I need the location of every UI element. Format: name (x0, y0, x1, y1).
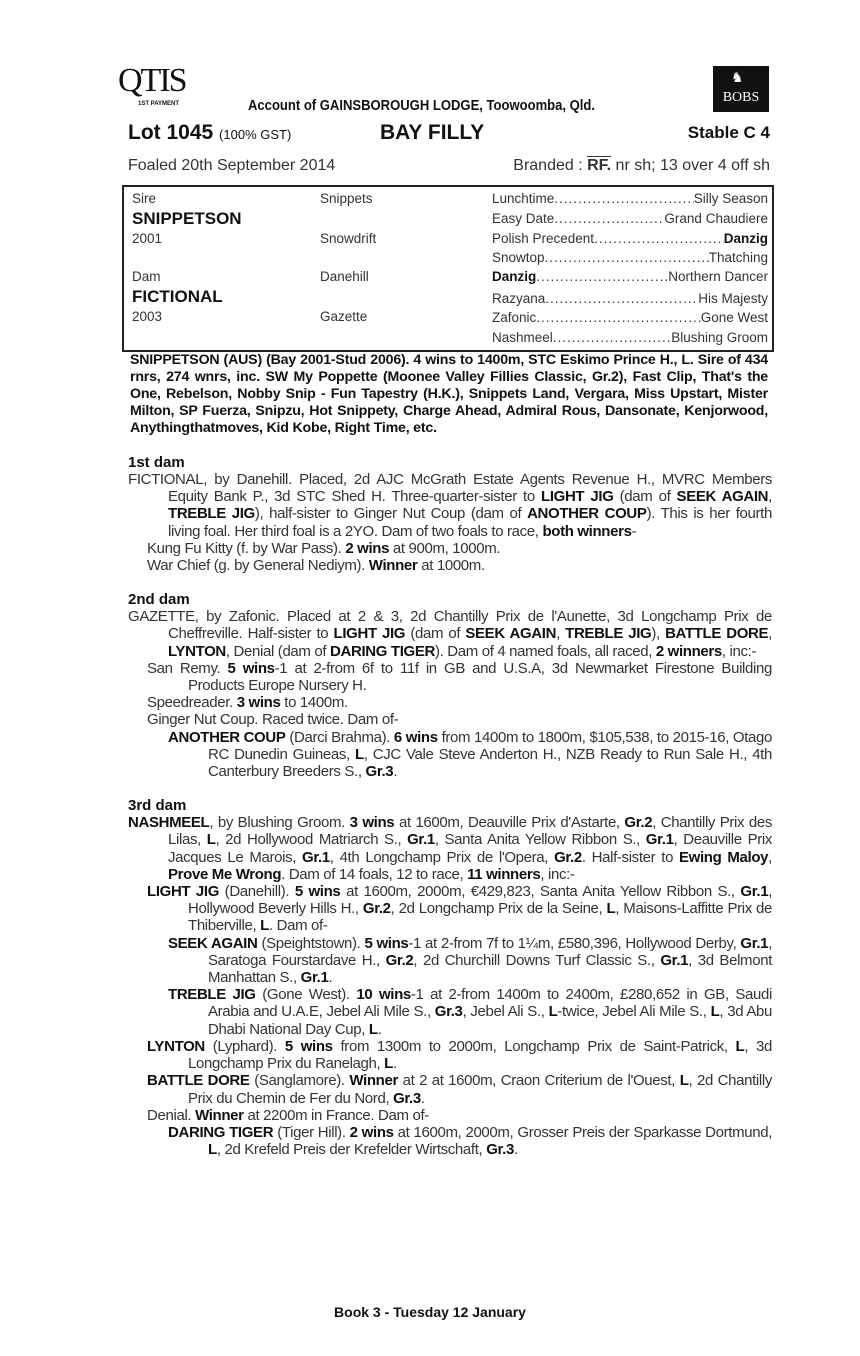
bold-text: DARING TIGER (168, 1123, 274, 1141)
text: - (631, 522, 637, 540)
text: at 1600m, 2000m, Grosser Preis der Sparkasse Dortmund, (393, 1123, 773, 1141)
granddam: Snowdrift (320, 231, 377, 246)
text: , Jebel Ali S., (462, 1003, 549, 1021)
sire-label: Sire (132, 191, 157, 206)
family-entry (128, 711, 772, 728)
text: ). Dam of 4 named foals, all raced, (435, 642, 656, 660)
text: ), half-sister to Ginger Nut Coup (dam of (254, 505, 528, 523)
family-entry (128, 729, 772, 781)
bold-text: LYNTON (168, 642, 226, 660)
bold-text: BATTLE DORE (147, 1072, 250, 1090)
bold-text: Winner (349, 1072, 398, 1090)
family-entry (128, 557, 772, 574)
text: at 900m, 1000m. (389, 539, 501, 557)
dam-label: Dam (132, 269, 161, 284)
text: (Lyphard). (204, 1037, 285, 1055)
bold-text: 3 wins (236, 694, 281, 712)
bold-text: LIGHT JIG (541, 488, 614, 506)
text: ). This is her fourth living foal. Her third foal is a 2YO. Dam of two foals to race, (168, 505, 772, 540)
family-entry (128, 1038, 772, 1072)
ancestor-row (492, 189, 768, 209)
family-entry (128, 608, 772, 660)
ancestor-row (492, 308, 768, 328)
bold-text: L (606, 900, 616, 918)
text: , 3d Abu Dhabi National Day Cup, (208, 1003, 772, 1038)
bold-text: Gr.2 (624, 814, 653, 832)
text: (Danehill). (219, 883, 295, 901)
bold-text: 10 wins (356, 986, 411, 1004)
sire-year: 2001 (132, 231, 163, 246)
ancestor-sire: Grand Chaudiere (664, 211, 768, 226)
bold-text: L (208, 1141, 217, 1159)
text: , 2d Churchill Downs Turf Classic S., (413, 951, 661, 969)
ancestor-name: Zafonic (492, 310, 537, 325)
ancestor-row (492, 209, 768, 229)
text: . Half-sister to (581, 848, 680, 866)
ancestor-sire: Silly Season (693, 191, 768, 206)
bold-text: Ewing Maloy (679, 848, 769, 866)
stable-location: Stable C 4 (687, 123, 770, 142)
text: . (393, 763, 398, 781)
bold-text: Prove Me Wrong (168, 865, 282, 883)
pedigree-table (122, 185, 774, 352)
bold-text: LYNTON (147, 1037, 205, 1055)
dot-leader (594, 229, 724, 249)
body-text (128, 352, 772, 1158)
dam-dam: Gazette (320, 309, 368, 324)
text: , Chantilly Prix des Lilas, (168, 814, 772, 849)
bold-text: ANOTHER COUP (527, 505, 647, 523)
text: at 1000m. (417, 557, 485, 575)
ancestor-sire: Blushing Groom (671, 330, 768, 345)
text: , inc:- (721, 642, 757, 660)
bold-text: L (260, 917, 269, 935)
bold-text: NASHMEEL (128, 814, 210, 832)
ancestor-name: Razyana (492, 291, 546, 306)
text: at 2 at 1600m, Craon Criterium de l'Ouest, (397, 1072, 680, 1090)
family-entry (128, 1072, 772, 1106)
text: , 2d Krefeld Preis der Krefelder Wirtschaft, (216, 1141, 487, 1159)
text: -1 at 2-from 6f to 11f in GB and U.S.A, 3d Newmarket Firestone Building Products Europe Nursery H. (188, 659, 773, 695)
bold-text: SEEK AGAIN (465, 625, 557, 643)
text: , inc:- (540, 865, 575, 883)
text: (Gone West). (255, 986, 357, 1004)
text: , by Blushing Groom. (209, 814, 350, 832)
ancestor-sire: Danzig (723, 231, 768, 246)
ancestor-sire: His Majesty (698, 291, 768, 306)
dot-leader (536, 267, 668, 287)
ancestor-row (492, 267, 768, 287)
bold-text: L (206, 831, 216, 849)
text: , 4th Longchamp Prix de l'Opera, (329, 848, 555, 866)
text: (dam of (613, 488, 677, 506)
bold-text: Winner (368, 557, 418, 575)
bold-text: 2 winners (655, 642, 722, 660)
ancestor-sire: Gone West (700, 310, 768, 325)
dam-section (128, 454, 772, 574)
text: War Chief (g. by General Nediym). (147, 557, 369, 575)
text: (Darci Brahma). (285, 728, 394, 746)
ancestor-row (492, 229, 768, 249)
qtis-logo-text: QTIS (118, 62, 186, 99)
gst-note: (100% GST) (219, 127, 292, 142)
bold-text: Gr.1 (660, 951, 689, 969)
text: , Deauville Prix Jacques Le Marois, (168, 831, 773, 866)
bold-text: SEEK AGAIN (168, 934, 258, 952)
bobs-logo-text: BOBS (722, 90, 760, 105)
vendor-account: Account of GAINSBOROUGH LODGE, Toowoomba, Qld. (248, 98, 596, 114)
family-sections (128, 454, 772, 1158)
bold-text: L (679, 1072, 689, 1090)
dot-leader (545, 248, 709, 268)
text: , Saratoga Fourstardave H., (208, 934, 773, 969)
bold-text: Gr.2 (362, 900, 391, 918)
bold-text: LIGHT JIG (147, 883, 220, 901)
bold-text: L (384, 1055, 393, 1073)
text: Speedreader. (147, 694, 237, 712)
bold-text: Gr.1 (645, 831, 674, 849)
qtis-logo (118, 64, 208, 110)
foaled-date: Foaled 20th September 2014 (128, 157, 336, 174)
dot-leader (554, 209, 664, 229)
ancestor-name: Lunchtime (492, 191, 555, 206)
horse-icon: ♞ (731, 69, 744, 85)
text: from 1300m to 2000m, Longchamp Prix de Saint-Patrick, (332, 1037, 736, 1055)
text: Denial. (147, 1106, 196, 1124)
dam-section (128, 591, 772, 780)
ancestor-row (492, 248, 768, 268)
family-entry (128, 986, 772, 1038)
text: to 1400m. (280, 694, 348, 712)
text: Ginger Nut Coup. Raced twice. Dam of- (147, 711, 399, 729)
family-entry (128, 660, 772, 694)
bold-text: 11 winners (467, 865, 541, 883)
ancestor-row (492, 328, 768, 348)
family-entry (128, 471, 772, 540)
lot-number-wrap (128, 120, 291, 147)
bold-text: both winners (542, 522, 632, 540)
text: , (768, 625, 772, 643)
bold-text: Gr.3 (434, 1003, 463, 1021)
dot-leader (545, 289, 698, 309)
text: (Sanglamore). (249, 1072, 350, 1090)
bold-text: 2 wins (345, 539, 390, 557)
page-footer: Book 3 - Tuesday 12 January (334, 1304, 526, 1320)
family-entry (128, 1124, 772, 1158)
ancestor-sire: Northern Dancer (668, 269, 768, 284)
dot-leader (536, 308, 700, 328)
text: (dam of (405, 625, 466, 643)
grandsire: Snippets (320, 191, 373, 206)
section-title: 2nd dam (128, 591, 190, 609)
dot-leader (553, 328, 671, 348)
text: , 2d Hollywood Matriarch S., (215, 831, 408, 849)
bold-text: L (354, 745, 364, 763)
bold-text: DARING TIGER (330, 642, 435, 660)
brand-info (513, 156, 770, 175)
bold-text: TREBLE JIG (565, 625, 652, 643)
text: . (328, 969, 333, 987)
dam-name: FICTIONAL (132, 287, 223, 306)
bold-text: ANOTHER COUP (168, 728, 286, 746)
lot-header (128, 120, 770, 146)
bold-text: 5 wins (294, 883, 341, 901)
bold-text: Gr.1 (740, 883, 769, 901)
text: , Hollywood Beverly Hills H., (188, 883, 773, 918)
bold-text: 5 wins (227, 659, 275, 677)
section-title: 3rd dam (128, 797, 187, 815)
text: GAZETTE, by Zafonic. Placed at 2 & 3, 2d Chantilly Prix de l'Aunette, 3d Longchamp Prix de Cheffreville. Half-sister to (128, 608, 772, 643)
dot-leader (554, 189, 693, 209)
text: , Santa Anita Yellow Ribbon S., (434, 831, 646, 849)
bold-text: 3 wins (349, 814, 395, 832)
lot-number: Lot 1045 (128, 121, 214, 144)
family-entry (128, 814, 772, 883)
text: San Remy. (147, 659, 228, 677)
bold-text: Gr.1 (407, 831, 435, 849)
text: , 3d Belmont Manhattan S., (208, 951, 773, 987)
bold-text: 6 wins (393, 728, 438, 746)
text: , (768, 848, 772, 866)
bobs-logo (713, 66, 769, 112)
family-entry (128, 540, 772, 557)
text: Kung Fu Kitty (f. by War Pass). (147, 539, 346, 557)
bold-text: TREBLE JIG (168, 505, 255, 523)
text: , (556, 625, 566, 643)
text: at 1600m, Deauville Prix d'Astarte, (394, 814, 625, 832)
bold-text: Gr.2 (385, 951, 414, 969)
text: -twice, Jebel Ali Mile S., (557, 1003, 711, 1021)
dam-sire: Danehill (320, 269, 369, 284)
text: (Tiger Hill). (273, 1123, 350, 1141)
text: (Speightstown). (257, 934, 365, 952)
text: . (377, 1020, 382, 1038)
dam-year: 2003 (132, 309, 163, 324)
text: , Denial (dam of (225, 642, 331, 660)
text: -1 at 2-from 1400m to 2400m, £280,652 in GB, Saudi Arabia and U.A.E, Jebel Ali Mile S., (208, 986, 772, 1021)
text: . (393, 1055, 397, 1073)
bold-text: 5 wins (364, 934, 409, 952)
ancestor-name: Snowtop (492, 250, 545, 265)
horse-description: BAY FILLY (380, 121, 485, 144)
ancestor-name: Easy Date (492, 211, 555, 226)
family-entry (128, 935, 772, 987)
bold-text: L (548, 1003, 558, 1021)
bold-text: SEEK AGAIN (676, 488, 769, 506)
text: . Dam of 14 foals, 12 to race, (281, 865, 468, 883)
text: . (514, 1141, 518, 1159)
text: . Dam of- (268, 917, 328, 935)
bold-text: Gr.3 (393, 1089, 421, 1107)
bold-text: Gr.2 (554, 848, 582, 866)
bold-text: Gr.1 (300, 969, 329, 987)
section-title: 1st dam (128, 454, 185, 471)
bold-text: Winner (195, 1106, 244, 1124)
qtis-logo-subtext: 1ST PAYMENT (138, 101, 180, 107)
ancestor-sire: Thatching (708, 250, 768, 265)
dam-section (128, 797, 772, 1158)
ancestor-name: Polish Precedent (492, 231, 595, 246)
text: , (768, 488, 772, 506)
bold-text: L (368, 1020, 378, 1038)
text: at 1600m, 2000m, €429,823, Santa Anita Yellow Ribbon S., (340, 883, 741, 901)
text: . (420, 1089, 425, 1107)
bold-text: BATTLE DORE (665, 625, 769, 643)
family-entry (128, 694, 772, 711)
family-entry (128, 883, 772, 935)
text: , 2d Chantilly Prix du Chemin de Fer du Nord, (188, 1072, 773, 1107)
text: , CJC Vale Steve Anderton H., NZB Ready to Run Sale H., 4th Canterbury Breeders S., (208, 745, 772, 781)
text: -1 at 2-from 7f to 1¼m, £580,396, Hollywood Derby, (408, 934, 741, 952)
bold-text: Gr.1 (302, 848, 330, 866)
ancestor-name: Danzig (492, 269, 537, 284)
branded-label: Branded : (513, 157, 588, 174)
sire-name: SNIPPETSON (132, 209, 242, 228)
text: from 1400m to 1800m, $105,538, to 2015-16, Otago RC Dunedin Guineas, (208, 728, 772, 763)
brand-description: nr sh; 13 over 4 off sh (611, 157, 770, 174)
bold-text: Gr.3 (486, 1141, 514, 1159)
family-entry (128, 1107, 772, 1124)
text: , Maisons-Laffitte Prix de Thiberville, (188, 900, 772, 935)
text: , 3d Longchamp Prix du Ranelagh, (188, 1037, 772, 1073)
sire-summary: SNIPPETSON (AUS) (Bay 2001-Stud 2006). 4 wins to 1400m, STC Eskimo Prince H., L. Sire of 434 rnrs, 274 wnrs, inc. SW My Poppette (Moonee Valley Fillies Classic, Gr.2), Fast Clip, That's the One, Rebelson, Nobby Snip - Fun Tapestry (H.K.), Snippets Land, Vergara, Miss Upstart, Mister Milton, SP Fuerza, Snipzu, Hot Snippety, Charge Ahead, Admiral Rous, Dansonate, Kenjorwood, Anythingthatmoves, Kid Kobe, Right Time, etc. (130, 352, 768, 436)
bold-text: 2 wins (349, 1123, 394, 1141)
brand-mark: RF. (587, 157, 612, 174)
bold-text: L (710, 1003, 720, 1021)
bold-text: LIGHT JIG (333, 625, 406, 643)
bold-text: TREBLE JIG (168, 986, 256, 1004)
text: at 2200m in France. Dam of- (243, 1106, 429, 1124)
bold-text: 5 wins (284, 1037, 333, 1055)
bold-text: L (735, 1037, 745, 1055)
bold-text: Gr.3 (365, 763, 394, 781)
ancestor-name: Nashmeel (492, 330, 553, 345)
ancestor-row (492, 289, 768, 309)
text: , 2d Longchamp Prix de la Seine, (390, 900, 607, 918)
text: ), (651, 625, 666, 643)
bold-text: Gr.1 (740, 934, 769, 952)
text: FICTIONAL, by Danehill. Placed, 2d AJC McGrath Estate Agents Revenue H., MVRC Members Equity Bank P., 3d STC Shed H. Three-quarter-sister to (128, 471, 772, 506)
